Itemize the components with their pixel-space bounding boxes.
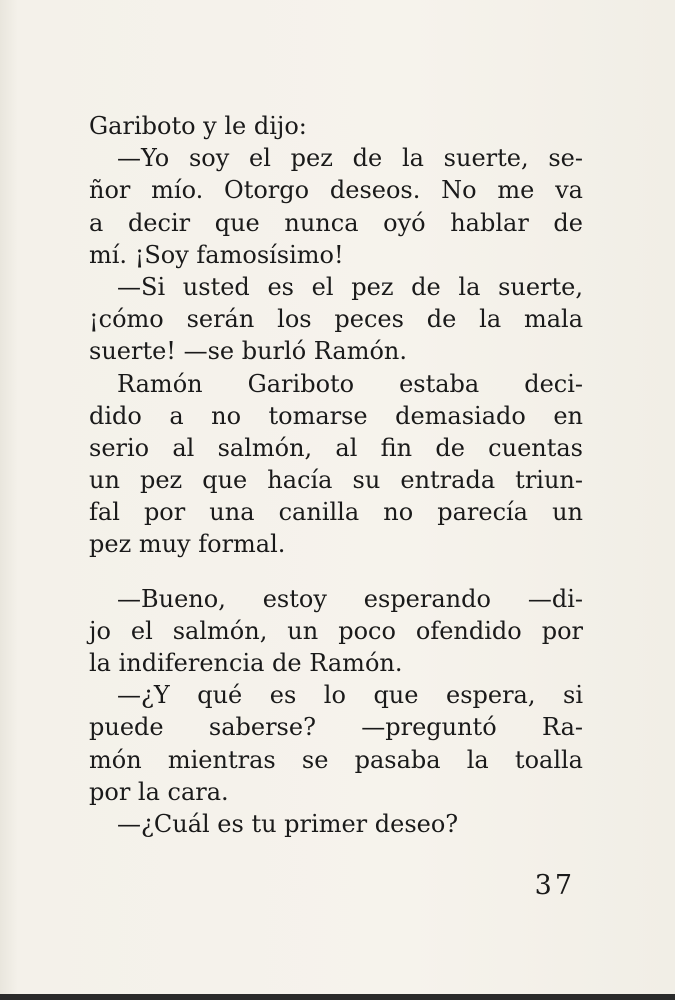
- text-line: serio al salmón, al fin de cuentas: [89, 433, 583, 462]
- text-line: un pez que hacía su entrada triun-: [89, 466, 583, 495]
- text-line: —Yo soy el pez de la suerte, se-: [117, 144, 583, 173]
- scan-bottom-edge: [0, 994, 675, 1000]
- paragraph-gap: [89, 561, 583, 583]
- text-line: a decir que nunca oyó hablar de: [89, 208, 583, 237]
- text-line: —Si usted es el pez de la suerte,: [117, 272, 583, 301]
- text-line: —¿Y qué es lo que espera, si: [117, 681, 583, 710]
- text-line: por la cara.: [89, 777, 229, 806]
- text-line: Ramón Gariboto estaba deci-: [117, 369, 583, 398]
- text-line: la indiferencia de Ramón.: [89, 649, 403, 677]
- text-line: —Bueno, estoy esperando —di-: [117, 584, 583, 613]
- body-text: [89, 110, 583, 840]
- text-line: Gariboto y le dijo:: [89, 112, 307, 140]
- text-line: ¡cómo serán los peces de la mala: [89, 305, 583, 334]
- text-line: mí. ¡Soy famosísimo!: [89, 240, 344, 269]
- text-line: suerte! —se burló Ramón.: [89, 337, 407, 366]
- text-line: món mientras se pasaba la toalla: [89, 745, 583, 774]
- text-line: puede saberse? —preguntó Ra-: [89, 713, 583, 742]
- text-line: ñor mío. Otorgo deseos. No me va: [89, 176, 583, 205]
- text-line: jo el salmón, un poco ofendido por: [89, 616, 583, 645]
- page-number: 37: [534, 870, 575, 901]
- text-line: —¿Cuál es tu primer deseo?: [117, 809, 459, 838]
- text-line: fal por una canilla no parecía un: [89, 498, 583, 527]
- text-line: dido a no tomarse demasiado en: [89, 401, 583, 430]
- text-line: pez muy formal.: [89, 530, 286, 559]
